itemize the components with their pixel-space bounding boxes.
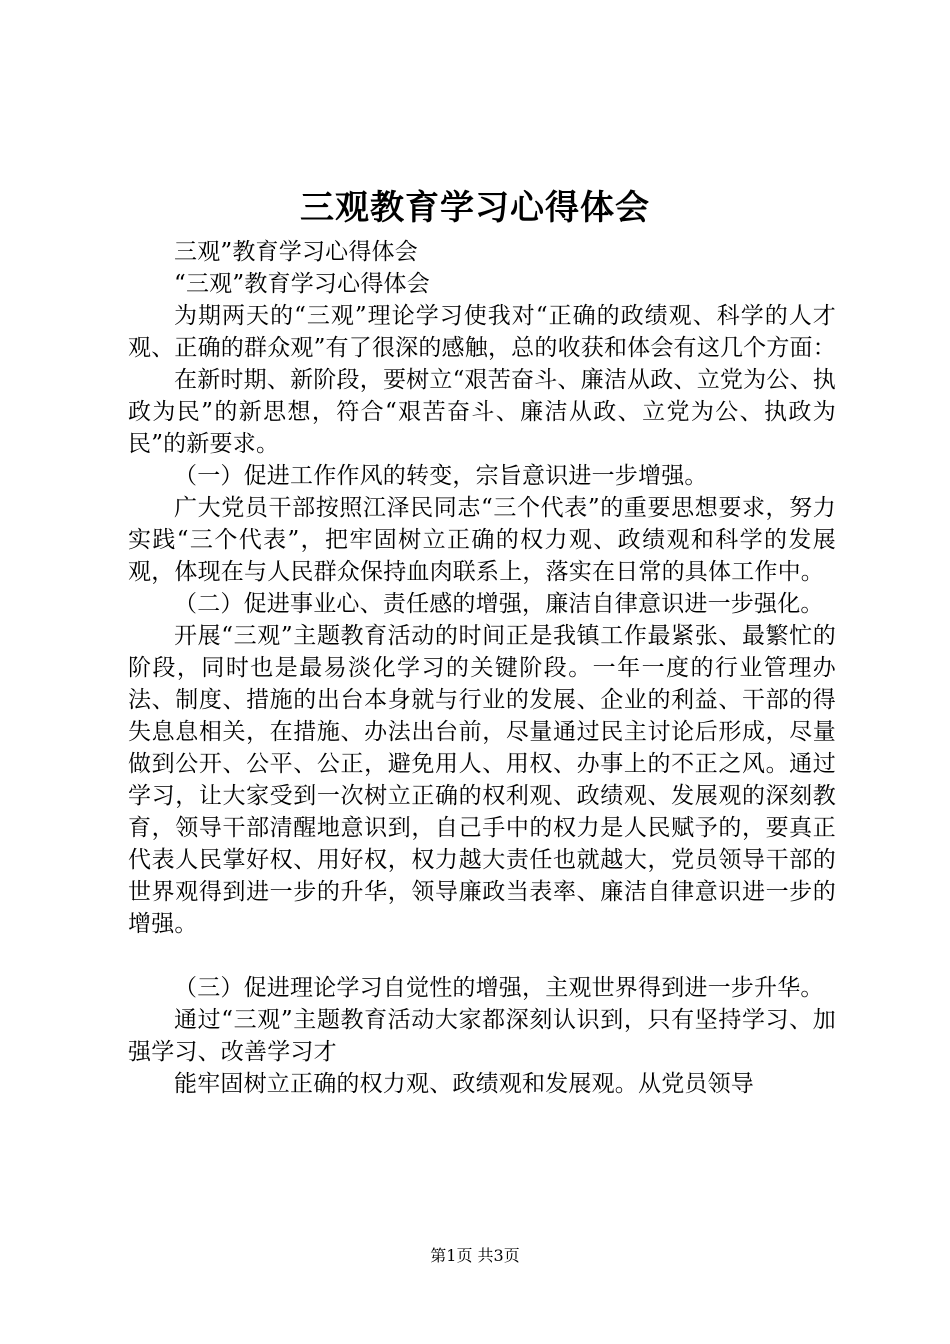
paragraph: 能牢固树立正确的权力观、政绩观和发展观。从党员领导	[174, 1071, 754, 1097]
paragraph: “三观”教育学习心得体会	[174, 271, 430, 297]
paragraph: 开展“三观”主题教育活动的时间正是我镇工作最紧张、最繁忙的阶段，同时也是最易淡化学习的关键阶段。一年一度的行业管理办法、制度、措施的出台本身就与行业的发展、企业的利益、干部的得失息息相关，在措施、办法出台前，尽量通过民主讨论后形成，尽量做到公开、公平、公正，避免用人、用权、办事上的不正之风。通过学习，让大家受到一次树立正确的权利观、政绩观、发展观的深刻教育，领导干部清醒地意识到，自己手中的权力是人民赋予的，要真正代表人民掌好权、用好权，权力越大责任也就越大，党员领导干部的世界观得到进一步的升华，领导廉政当表率、廉洁自律意识进一步的增强。	[128, 623, 836, 937]
document-title: 三观教育学习心得体会	[300, 188, 650, 228]
blank-line	[128, 940, 836, 972]
paragraph: 广大党员干部按照江泽民同志“三个代表”的重要思想要求，努力实践“三个代表”，把牢固树立正确的权力观、政绩观和科学的发展观，体现在与人民群众保持血肉联系上，落实在日常的具体工作中。	[128, 495, 836, 585]
document-body	[128, 236, 836, 1100]
paragraph: 通过“三观”主题教育活动大家都深刻认识到，只有坚持学习、加强学习、改善学习才	[128, 1007, 836, 1065]
section-heading: （一）促进工作作风的转变，宗旨意识进一步增强。	[174, 463, 708, 489]
paragraph: 为期两天的“三观”理论学习使我对“正确的政绩观、科学的人才观、正确的群众观”有了很深的感触，总的收获和体会有这几个方面：	[128, 303, 836, 361]
page-number: 第1页 共3页	[430, 1246, 520, 1265]
section-heading: （三）促进理论学习自觉性的增强，主观世界得到进一步升华。	[174, 975, 824, 1001]
paragraph: 在新时期、新阶段，要树立“艰苦奋斗、廉洁从政、立党为公、执政为民”的新思想，符合“艰苦奋斗、廉洁从政、立党为公、执政为民”的新要求。	[128, 367, 836, 457]
paragraph: 三观”教育学习心得体会	[174, 239, 418, 265]
section-heading: （二）促进事业心、责任感的增强，廉洁自律意识进一步强化。	[174, 591, 824, 617]
